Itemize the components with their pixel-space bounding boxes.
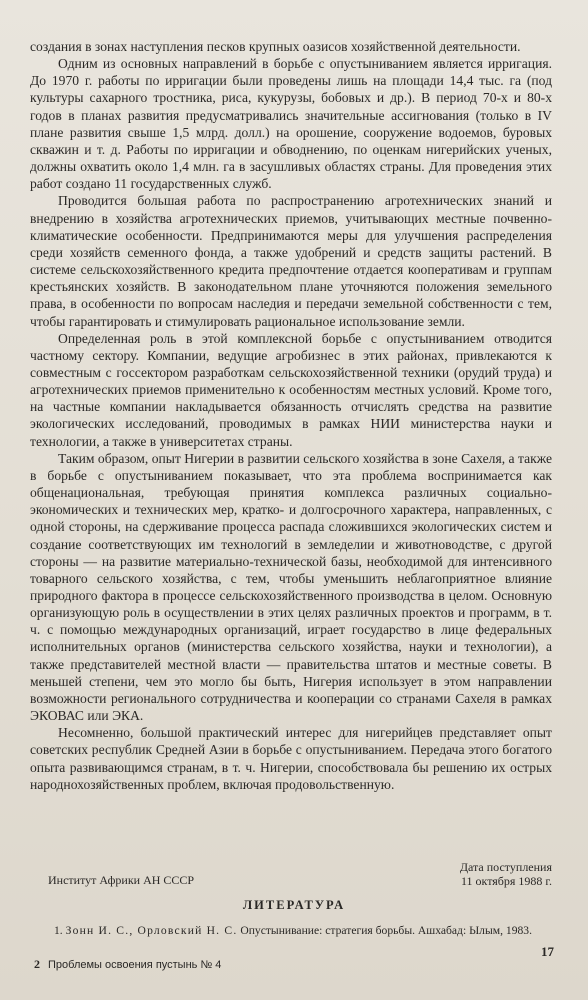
signature-mark: 2 [34,957,40,971]
reference-title: Опустынивание: стратегия борьбы. Ашхабад: Ылым, 1983. [240,924,532,937]
article-body [30,38,552,793]
paragraph-6: Несомненно, большой практический интерес для нигерийцев представляет опыт советских республик Средней Азии в борьбе с опустыниванием. Передача этого богатого опыта развивающимся странам, в т. ч. Нигерии, способствовала бы решению их острых народнохозяйственных проблем, включая продовольственную. [30,725,552,792]
paragraph-3: Проводится большая работа по распространению агротехнических знаний и внедрению в хозяйства агротехнических приемов, учитывающих местные почвенно-климатические особенности. Предпринимаются меры для улучшения распределения среди хозяйств семенного фонда, а также удобрений и средств защиты растений. В системе сельскохозяйственного кредита предпочтение отдается кооперативам и группам крестьянских хозяйств. В законодательном плане уточняются положения земельного права, в особенности по вопросам наследия и передачи земельной собственности с тем, чтобы гарантировать и стимулировать рациональное использование земли. [30,193,552,329]
paragraph-5: Таким образом, опыт Нигерии в развитии сельского хозяйства в зоне Сахеля, а также в борьбе с опустыниванием показывает, что эта проблема воспринимается как общенациональная, требующая принятия комплекса различных социально-экономических и технических мер, кратко- и долгосрочного характера, направленных, с одной стороны, на сдерживание процесса распада сложившихся экологических систем и создание соответствующих им технологий в земледелии и животноводстве, с другой стороны — на развитие материально-технической базы, необходимой для интенсивного товарного сельского хозяйства, с тем, чтобы уменьшить неблагоприятное влияние природного фактора в процессе сельскохозяйственного производства в целом. Основную организующую роль в осуществлении в этих целях различных проектов и программ, в т. ч. с помощью международных организаций, играет государство в лице федеральных исполнительных органов (министерства сельского хозяйства, науки и технологии), а также представителей местной власти — правительства штатов и местные советы. В меньшей степени, чем это могло бы быть, Нигерия использует в этом направлении возможности регионального сотрудничества и кооперации со странами Сахеля в рамках ЭКОВАС или ЭКА. [30,450,552,724]
received-date-value: 11 октября 1988 г. [460,874,552,888]
received-label: Дата поступления [459,860,552,874]
paragraph-2: Одним из основных направлений в борьбе с опустыниванием является ирригация. До 1970 г. работы по ирригации были проведены лишь на площади 14,4 тыс. га (под культуры сахарного тростника, риса, кукурузы, бобовых и др.). В период 70-х и 80-х годов в планах развития предусматривались значительные ассигнования (только в IV плане развития свыше 1,5 млрд. долл.) на орошение, сооружение водоемов, буровых скважин и т. д. Работы по ирригации и обводнению, по оценкам нигерийских ученых, должны охватить около 1,4 млн. га в засушливых областях страны. Для проведения этих работ создано 11 государственных служб. [30,56,552,192]
author-institution: Институт Африки АН СССР [48,873,195,887]
literature-heading: ЛИТЕРАТУРА [242,898,346,912]
footer-signature [34,957,221,972]
reference-authors: Зонн И. С., Орловский Н. С. [65,924,238,937]
reference-number: 1. [54,924,63,937]
journal-name: Проблемы освоения пустынь № 4 [48,959,222,971]
received-date [460,860,552,888]
paragraph-4: Определенная роль в этой комплексной борьбе с опустыниванием отводится частному сектору. Компании, ведущие агробизнес в этих районах, привлекаются к совместным с госсектором разработкам сельскохозяйственной техники (орудий труда) и агротехнических приемов применительно к особенностям местных условий. Кроме того, на частные компании накладывается обязанность отчислять средства на развитие экологических исследований, проводимых в рамках НИИ министерства науки и технологии, а также в университетах страны. [30,330,552,449]
reference-item [30,924,552,938]
page-number: 17 [541,944,554,959]
paragraph-1: создания в зонах наступления песков крупных оазисов хозяйственной деятельности. [30,39,521,54]
